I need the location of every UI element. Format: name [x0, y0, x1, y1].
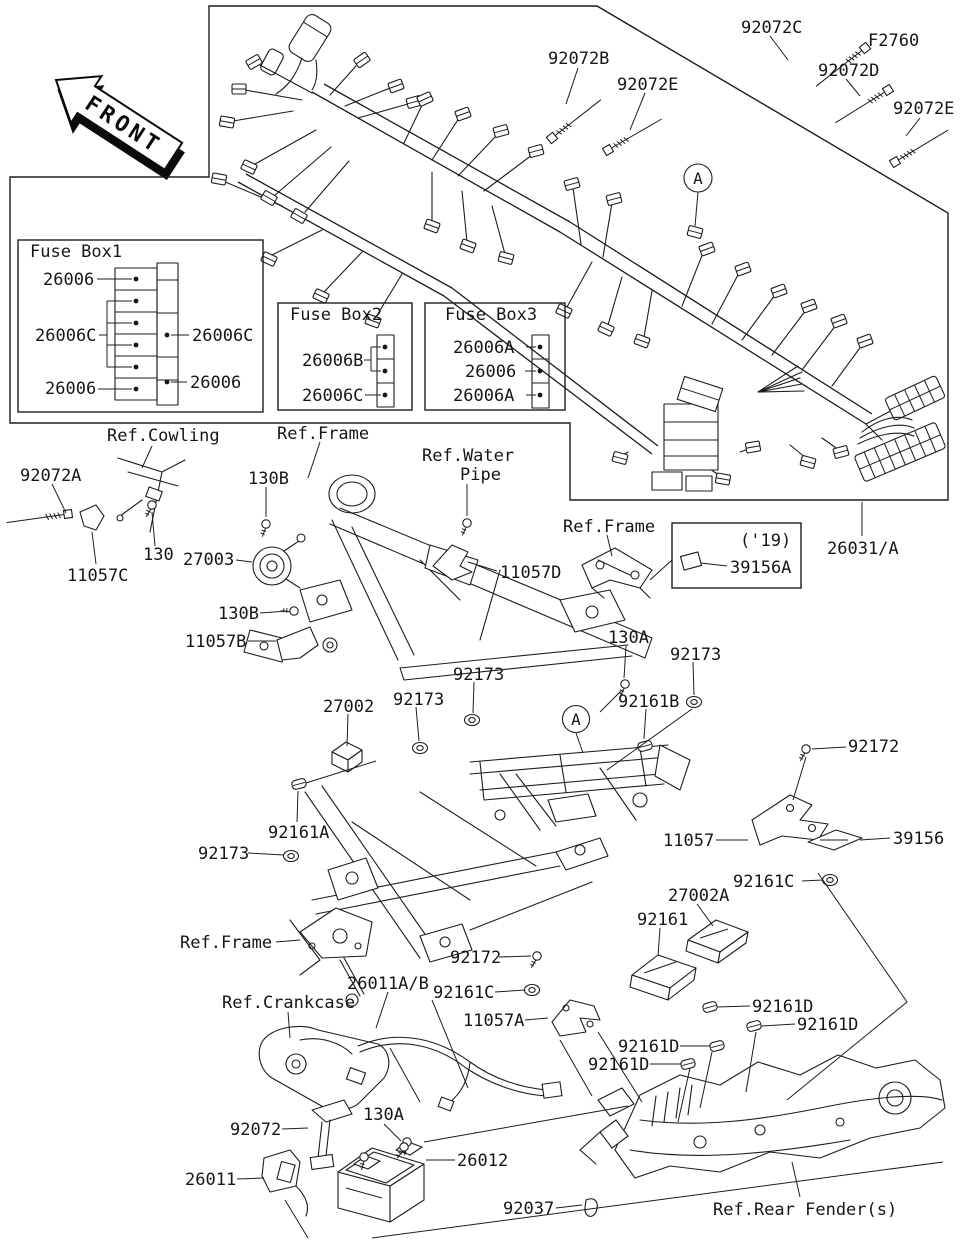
fuse2-row-0: 26006B	[302, 351, 364, 371]
fuse1-right-1: 26006	[190, 373, 242, 393]
label-92173-2: 92173	[393, 690, 445, 710]
relay-27002-art	[332, 742, 362, 772]
panel-connector-large	[854, 422, 946, 482]
label-92072d: 92072D	[818, 61, 880, 81]
label-26011: 26011	[185, 1170, 237, 1190]
cowling-stay-art	[80, 458, 185, 532]
label-92161d-1: 92161D	[752, 997, 814, 1017]
ref-frame-2: Ref.Frame	[563, 517, 656, 537]
fuse1-left-1: 26006C	[35, 326, 97, 346]
label-92161a: 92161A	[268, 823, 330, 843]
label-27002a: 27002A	[668, 886, 730, 906]
damper-92161d-1	[702, 1001, 718, 1013]
fuse3-row-0: 26006A	[453, 338, 515, 358]
inset-year: ('19)	[740, 531, 792, 551]
grommet-92161c-2	[525, 985, 540, 996]
label-92072a: 92072A	[20, 466, 82, 486]
starter-relay-26011-art	[262, 1150, 308, 1216]
grommet-92173-1	[465, 715, 480, 726]
label-92072e-2: 92072E	[893, 99, 955, 119]
ref-crankcase: Ref.Crankcase	[222, 993, 356, 1013]
label-92173-1: 92173	[453, 665, 505, 685]
damper-92161a	[291, 778, 307, 790]
tie-92072e2	[890, 127, 951, 168]
label-92161d-2: 92161D	[797, 1015, 859, 1035]
label-11057c: 11057C	[67, 566, 129, 586]
ref-frame-3: Ref.Frame	[180, 933, 273, 953]
crankcase-art	[259, 1026, 389, 1109]
fuse-box1-title: Fuse Box1	[30, 242, 123, 262]
fuse-box-2	[278, 303, 412, 410]
fuse1-left-0: 26006	[43, 270, 95, 290]
harness-boot	[259, 12, 333, 94]
label-92173-4: 92173	[198, 844, 250, 864]
ref-rear-fender: Ref.Rear Fender(s)	[713, 1200, 898, 1220]
section-marker-a1	[684, 164, 712, 226]
strap-92072-art	[310, 1100, 352, 1169]
label-92072c: 92072C	[741, 18, 803, 38]
ref-frame-1: Ref.Frame	[277, 424, 370, 444]
inset-part: 39156A	[730, 558, 792, 578]
leader-lines	[52, 36, 920, 1208]
damper-92161d-4	[680, 1058, 696, 1070]
small-hardware	[144, 500, 837, 1161]
grommet-92173-4	[284, 851, 299, 862]
battery-26012-art	[338, 1138, 424, 1222]
ref-cowling: Ref.Cowling	[107, 426, 220, 446]
fuse-box-1	[18, 240, 263, 412]
marker-a1-label: A	[693, 169, 703, 188]
label-27002: 27002	[323, 697, 375, 717]
label-92173-3: 92173	[670, 645, 722, 665]
label-26031a: 26031/A	[827, 539, 899, 559]
label-92072b: 92072B	[548, 49, 610, 69]
fuse2-row-1: 26006C	[302, 386, 364, 406]
label-92072e-1: 92072E	[617, 75, 679, 95]
ref-water-2: Pipe	[460, 465, 501, 485]
inset-year-box	[650, 523, 801, 588]
panel-connector-small	[885, 375, 946, 420]
label-26012: 26012	[457, 1151, 509, 1171]
label-92161c-2: 92161C	[433, 983, 495, 1003]
label-130: 130	[143, 545, 174, 565]
bracket-11057-art	[752, 795, 862, 850]
grommet-92173-3	[687, 697, 702, 708]
bolt-130	[144, 500, 157, 519]
bracket-11057b-art	[277, 627, 318, 660]
junction-box-art	[652, 366, 804, 491]
tie-92072b	[546, 97, 603, 144]
label-11057b: 11057B	[185, 632, 247, 652]
label-11057d: 11057D	[500, 563, 562, 583]
part-labels	[20, 18, 954, 1219]
label-92161c-1: 92161C	[733, 872, 795, 892]
label-11057a: 11057A	[463, 1011, 525, 1031]
fuse-box2-title: Fuse Box2	[290, 305, 383, 325]
fuse1-left-2: 26006	[45, 379, 97, 399]
label-130a-1: 130A	[608, 628, 649, 648]
front-arrow	[37, 57, 195, 190]
ecu-92161-art	[630, 955, 696, 1000]
front-label: FRONT	[80, 91, 167, 160]
damper-92161d-2	[746, 1020, 762, 1032]
screw-92172-2	[529, 951, 542, 970]
label-92161d-4: 92161D	[588, 1055, 650, 1075]
relay-27002a-art	[686, 920, 748, 963]
label-11057: 11057	[663, 831, 715, 851]
grommet-92161c-1	[823, 875, 838, 886]
fuse3-row-2: 26006A	[453, 386, 515, 406]
tie-92072d	[833, 84, 893, 126]
label-92161: 92161	[637, 910, 689, 930]
horn-27003-art	[253, 534, 305, 588]
bolt-130b-1	[260, 519, 270, 537]
label-92072: 92072	[230, 1120, 282, 1140]
label-92161b: 92161B	[618, 692, 680, 712]
clamp-92037-art	[585, 1199, 597, 1217]
damper-92161d-3	[709, 1040, 725, 1052]
grommet-92173-2	[413, 743, 428, 754]
label-92172-2: 92172	[450, 948, 502, 968]
fuse-box3-title: Fuse Box3	[445, 305, 538, 325]
label-27003: 27003	[183, 550, 235, 570]
fuse-box-3	[425, 303, 565, 410]
bracket-11057c-art	[80, 505, 104, 530]
label-130b-1: 130B	[248, 469, 289, 489]
label-130b-2: 130B	[218, 604, 259, 624]
bracket-11057a-art	[552, 1000, 600, 1036]
label-f2760: F2760	[868, 31, 920, 51]
label-26011ab: 26011A/B	[347, 974, 429, 994]
frame3-bracket-art	[300, 908, 372, 958]
frame2-bracket-art	[582, 548, 652, 598]
section-marker-a2	[563, 706, 590, 754]
label-92172-1: 92172	[848, 737, 900, 757]
fuse1-right-0: 26006C	[192, 326, 254, 346]
label-39156: 39156	[893, 829, 945, 849]
label-130a-2: 130A	[363, 1105, 404, 1125]
marker-a2-label: A	[571, 710, 581, 729]
label-92037: 92037	[503, 1199, 555, 1219]
harness-connectors	[211, 52, 873, 485]
battery-cable-26011ab-art	[358, 1037, 562, 1111]
bolt-water-pipe	[460, 518, 472, 536]
tie-92072a	[6, 509, 72, 526]
damper-92161b	[637, 740, 653, 752]
ref-water-1: Ref.Water	[422, 446, 515, 466]
rear-frame-art	[470, 745, 690, 830]
label-92161d-3: 92161D	[618, 1037, 680, 1057]
fuse3-row-1: 26006	[465, 362, 517, 382]
